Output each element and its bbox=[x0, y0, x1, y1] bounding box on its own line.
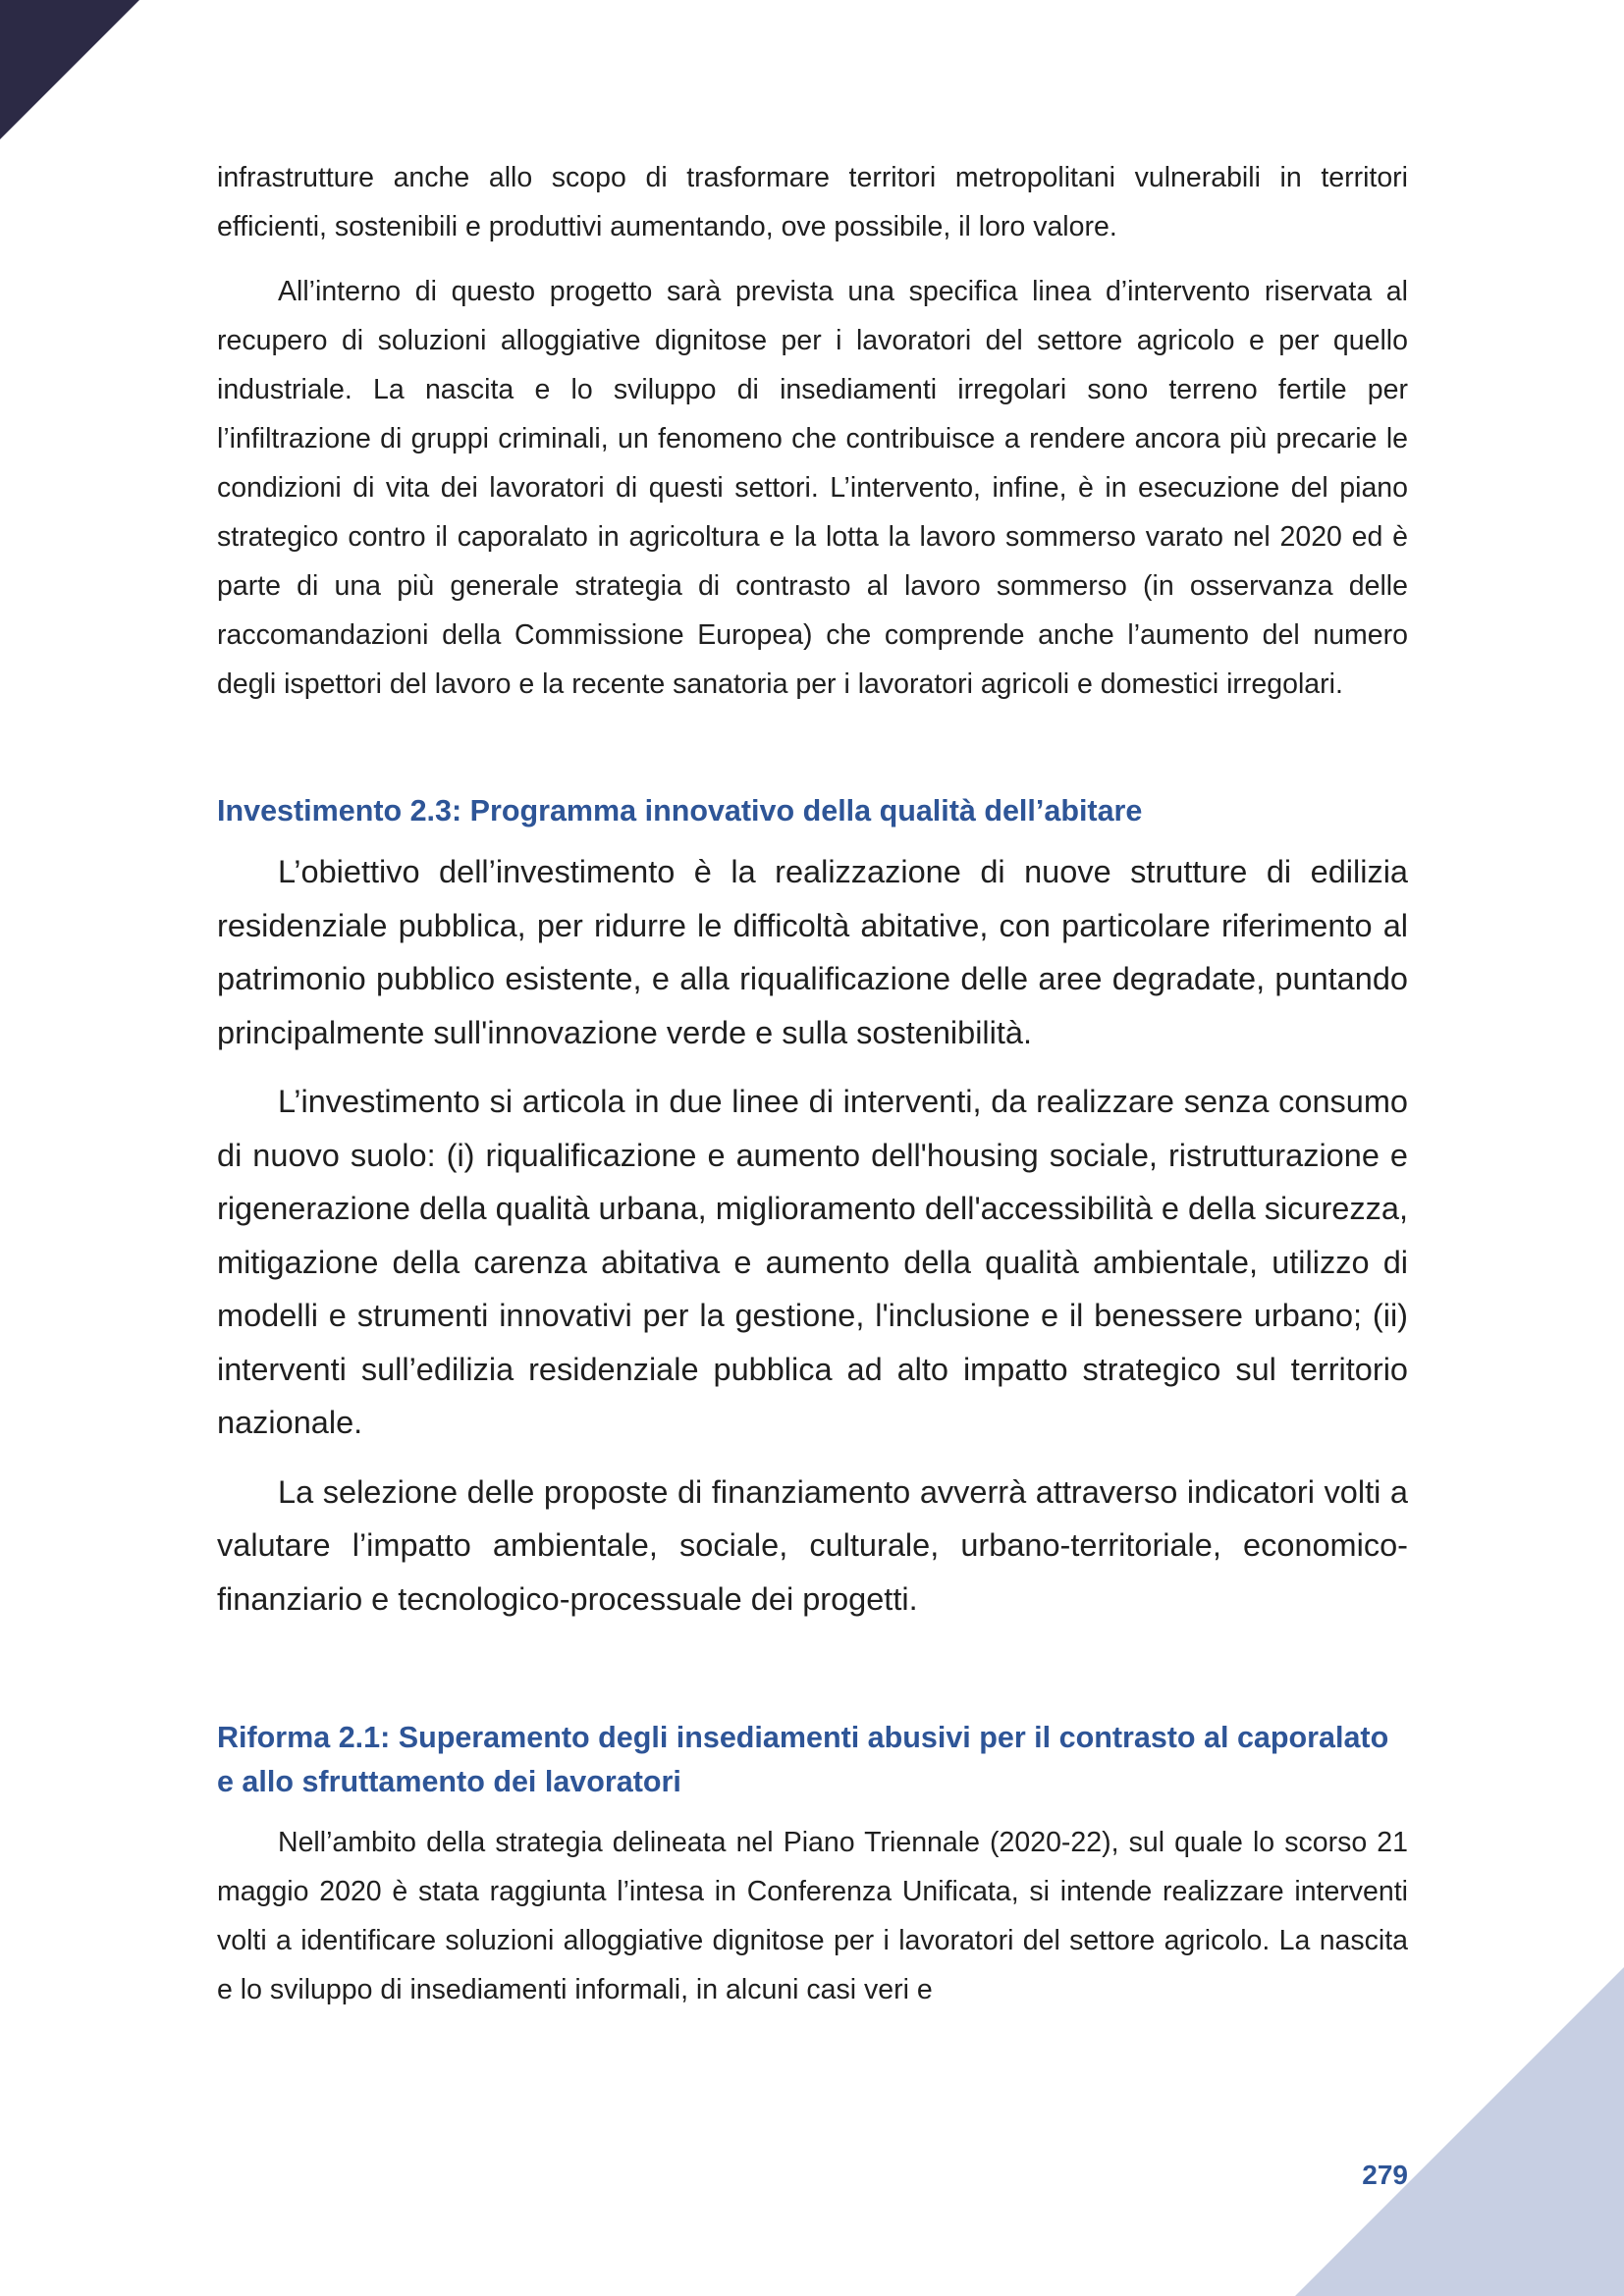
page-number: 279 bbox=[1362, 2160, 1408, 2190]
paragraph-piano-triennale: Nell’ambito della strategia delineata nel Piano Triennale (2020-22), sul quale lo scorso 21 maggio 2020 è stata raggiunta l’intesa in Conferenza Unificata, si intende realizzare interventi volti a identificare soluzioni alloggiative dignitose per i lavoratori del settore agricolo. La nascita e lo sviluppo di insediamenti informali, in alcuni casi veri e bbox=[217, 1827, 1408, 2005]
paragraph-linee-interventi: L’investimento si articola in due linee di interventi, da realizzare senza consumo di nuovo suolo: (i) riqualificazione e aumento dell'housing sociale, ristrutturazione e rigenerazione della qualità urbana, miglioramento dell'accessibilità e della sicurezza, mitigazione della carenza abitativa e aumento della qualità ambientale, utilizzo di modelli e strumenti innovativi per la gestione, l'inclusione e il benessere urbano; (ii) interventi sull’edilizia residenziale pubblica ad alto impatto strategico sul territorio nazionale. bbox=[217, 1084, 1408, 1440]
heading-riforma-2-1: Riforma 2.1: Superamento degli insediamenti abusivi per il contrasto al caporalato e allo sfruttamento dei lavoratori bbox=[217, 1721, 1389, 1798]
heading-investimento-2-3: Investimento 2.3: Programma innovativo della qualità dell’abitare bbox=[217, 794, 1143, 828]
paragraph-selezione: La selezione delle proposte di finanziamento avverrà attraverso indicatori volti a valutare l’impatto ambientale, sociale, culturale, urbano-territoriale, economico-finanziario e tecnologico-processuale dei progetti. bbox=[217, 1473, 1408, 1617]
corner-decoration-top-left bbox=[0, 0, 139, 139]
paragraph-continuation: infrastrutture anche allo scopo di trasformare territori metropolitani vulnerabili in territori efficienti, sostenibili e produttivi aumentando, ove possibile, il loro valore. bbox=[217, 162, 1408, 242]
paragraph-lavoratori: All’interno di questo progetto sarà prevista una specifica linea d’intervento riservata al recupero di soluzioni alloggiative dignitose per i lavoratori del settore agricolo e per quello industriale. La nascita e lo sviluppo di insediamenti irregolari sono terreno fertile per l’infiltrazione di gruppi criminali, un fenomeno che contribuisce a rendere ancora più precarie le condizioni di vita dei lavoratori di questi settori. L’intervento, infine, è in esecuzione del piano strategico contro il caporalato in agricoltura e la lotta la lavoro sommerso varato nel 2020 ed è parte di una più generale strategia di contrasto al lavoro sommerso (in osservanza delle raccomandazioni della Commissione Europea) che comprende anche l’aumento del numero degli ispettori del lavoro e la recente sanatoria per i lavoratori agricoli e domestici irregolari. bbox=[217, 276, 1408, 700]
paragraph-obiettivo: L’obiettivo dell’investimento è la realizzazione di nuove strutture di edilizia residenziale pubblica, per ridurre le difficoltà abitative, con particolare riferimento al patrimonio pubblico esistente, e alla riqualificazione delle aree degradate, puntando principalmente sull'innovazione verde e sulla sostenibilità. bbox=[217, 854, 1408, 1050]
corner-decoration-bottom-right bbox=[1295, 1967, 1624, 2296]
page-content bbox=[217, 153, 1408, 2014]
